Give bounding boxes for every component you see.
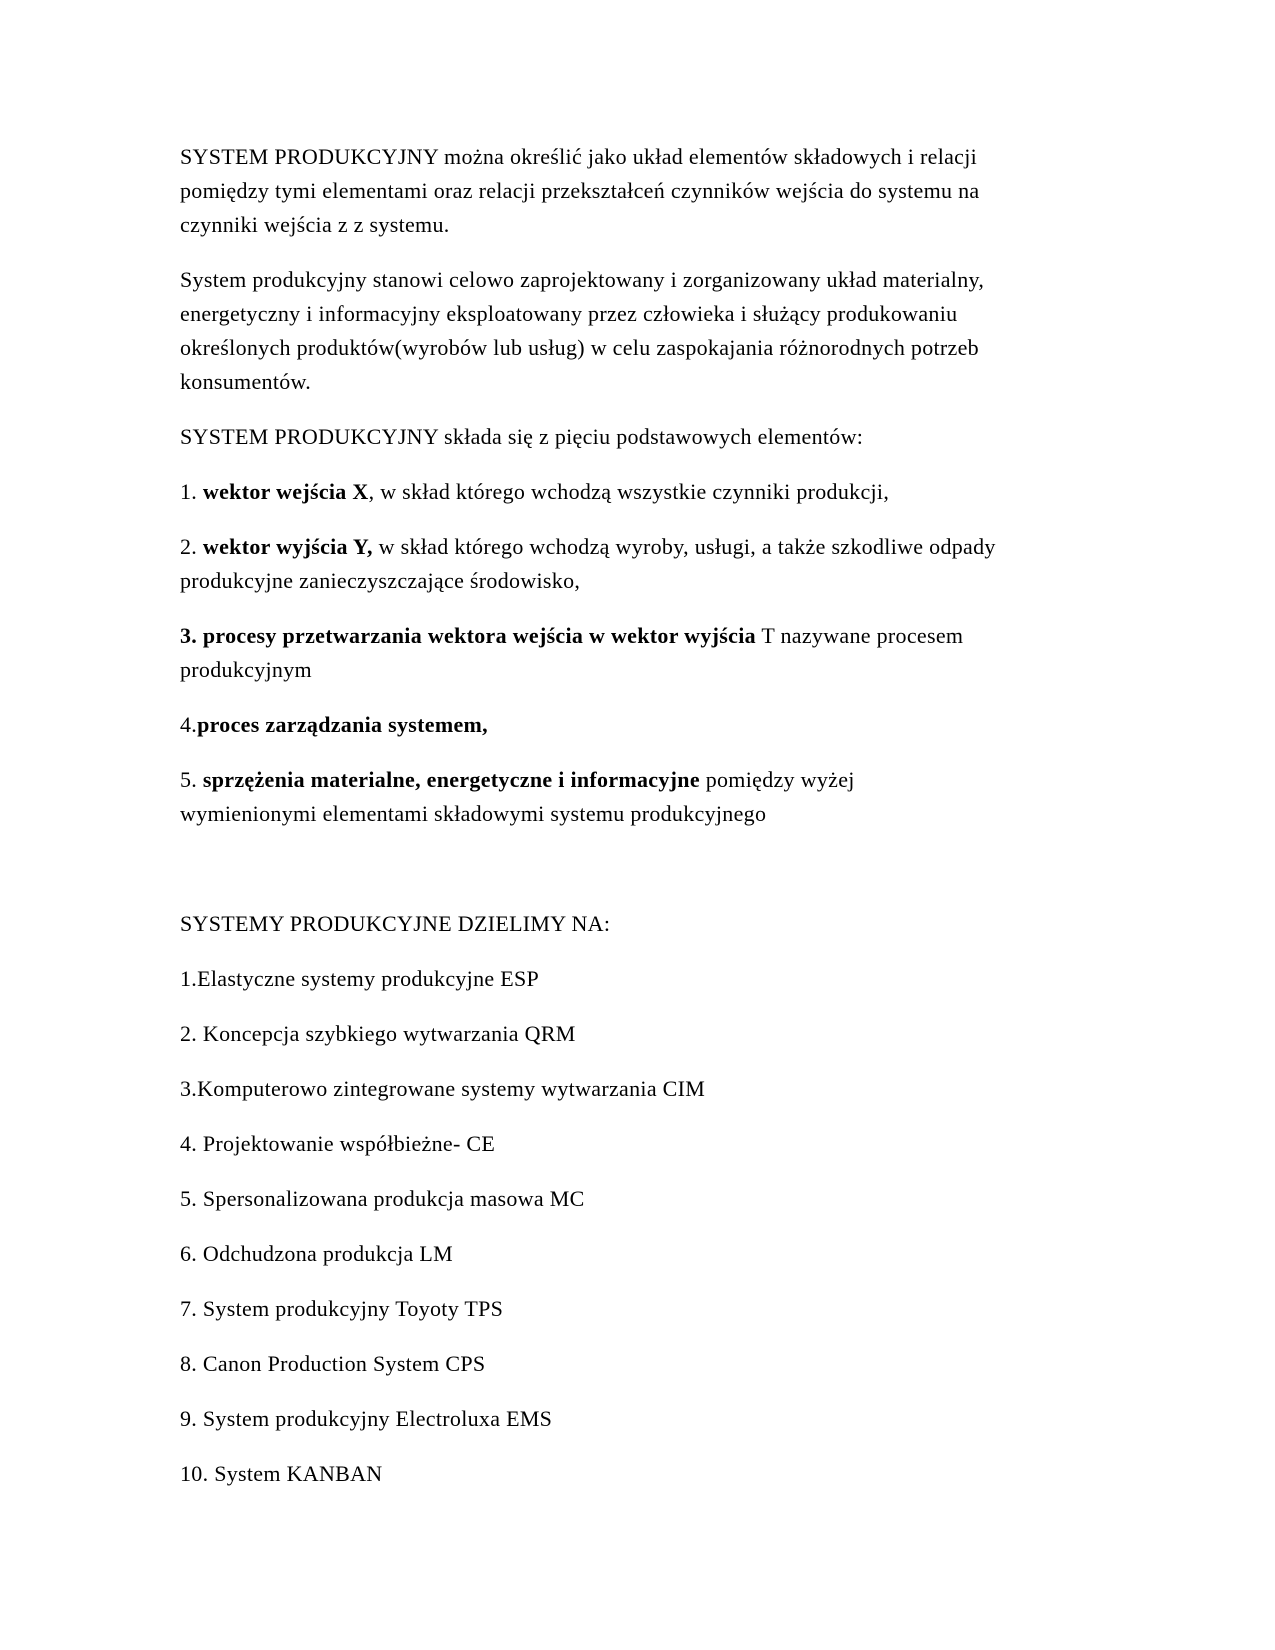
division-item-5: 5. Spersonalizowana produkcja masowa MC	[180, 1186, 585, 1211]
division-item-10: 10. System KANBAN	[180, 1461, 383, 1486]
division-item-3: 3.Komputerowo zintegrowane systemy wytwarzania CIM	[180, 1076, 706, 1101]
element-item-3: 3. procesy przetwarzania wektora wejścia w wektor wyjścia T nazywane procesem produkcyjnym	[180, 623, 964, 682]
division-heading: SYSTEMY PRODUKCYJNE DZIELIMY NA:	[180, 911, 611, 936]
division-item-7: 7. System produkcyjny Toyoty TPS	[180, 1296, 504, 1321]
division-item-9: 9. System produkcyjny Electroluxa EMS	[180, 1406, 553, 1431]
division-item-6: 6. Odchudzona produkcja LM	[180, 1241, 453, 1266]
division-item-4: 4. Projektowanie współbieżne- CE	[180, 1131, 496, 1156]
system-description-paragraph: System produkcyjny stanowi celowo zaprojektowany i zorganizowany układ materialny, energetyczny i informacyjny eksploatowany przez człowieka i służący produkowaniu określonych produktów(wyrobów lub usług) w celu zaspokajania różnorodnych potrzeb konsumentów.	[180, 267, 985, 394]
element-item-4: 4.proces zarządzania systemem,	[180, 712, 488, 737]
elements-heading: SYSTEM PRODUKCYJNY składa się z pięciu podstawowych elementów:	[180, 424, 864, 449]
division-item-8: 8. Canon Production System CPS	[180, 1351, 486, 1376]
element-item-5: 5. sprzężenia materialne, energetyczne i informacyjne pomiędzy wyżej wymienionymi elementami składowymi systemu produkcyjnego	[180, 767, 855, 826]
division-item-1: 1.Elastyczne systemy produkcyjne ESP	[180, 966, 540, 991]
document-body	[180, 140, 1210, 1491]
element-item-1: 1. wektor wejścia X, w skład którego wchodzą wszystkie czynniki produkcji,	[180, 479, 890, 504]
intro-definition-paragraph: SYSTEM PRODUKCYJNY można określić jako układ elementów składowych i relacji pomiędzy tymi elementami oraz relacji przekształceń czynników wejścia do systemu na czynniki wejścia z z systemu.	[180, 144, 980, 237]
element-item-2: 2. wektor wyjścia Y, w skład którego wchodzą wyroby, usługi, a także szkodliwe odpady produkcyjne zanieczyszczające środowisko,	[180, 534, 996, 593]
division-item-2: 2. Koncepcja szybkiego wytwarzania QRM	[180, 1021, 576, 1046]
blank-line	[180, 852, 1210, 886]
